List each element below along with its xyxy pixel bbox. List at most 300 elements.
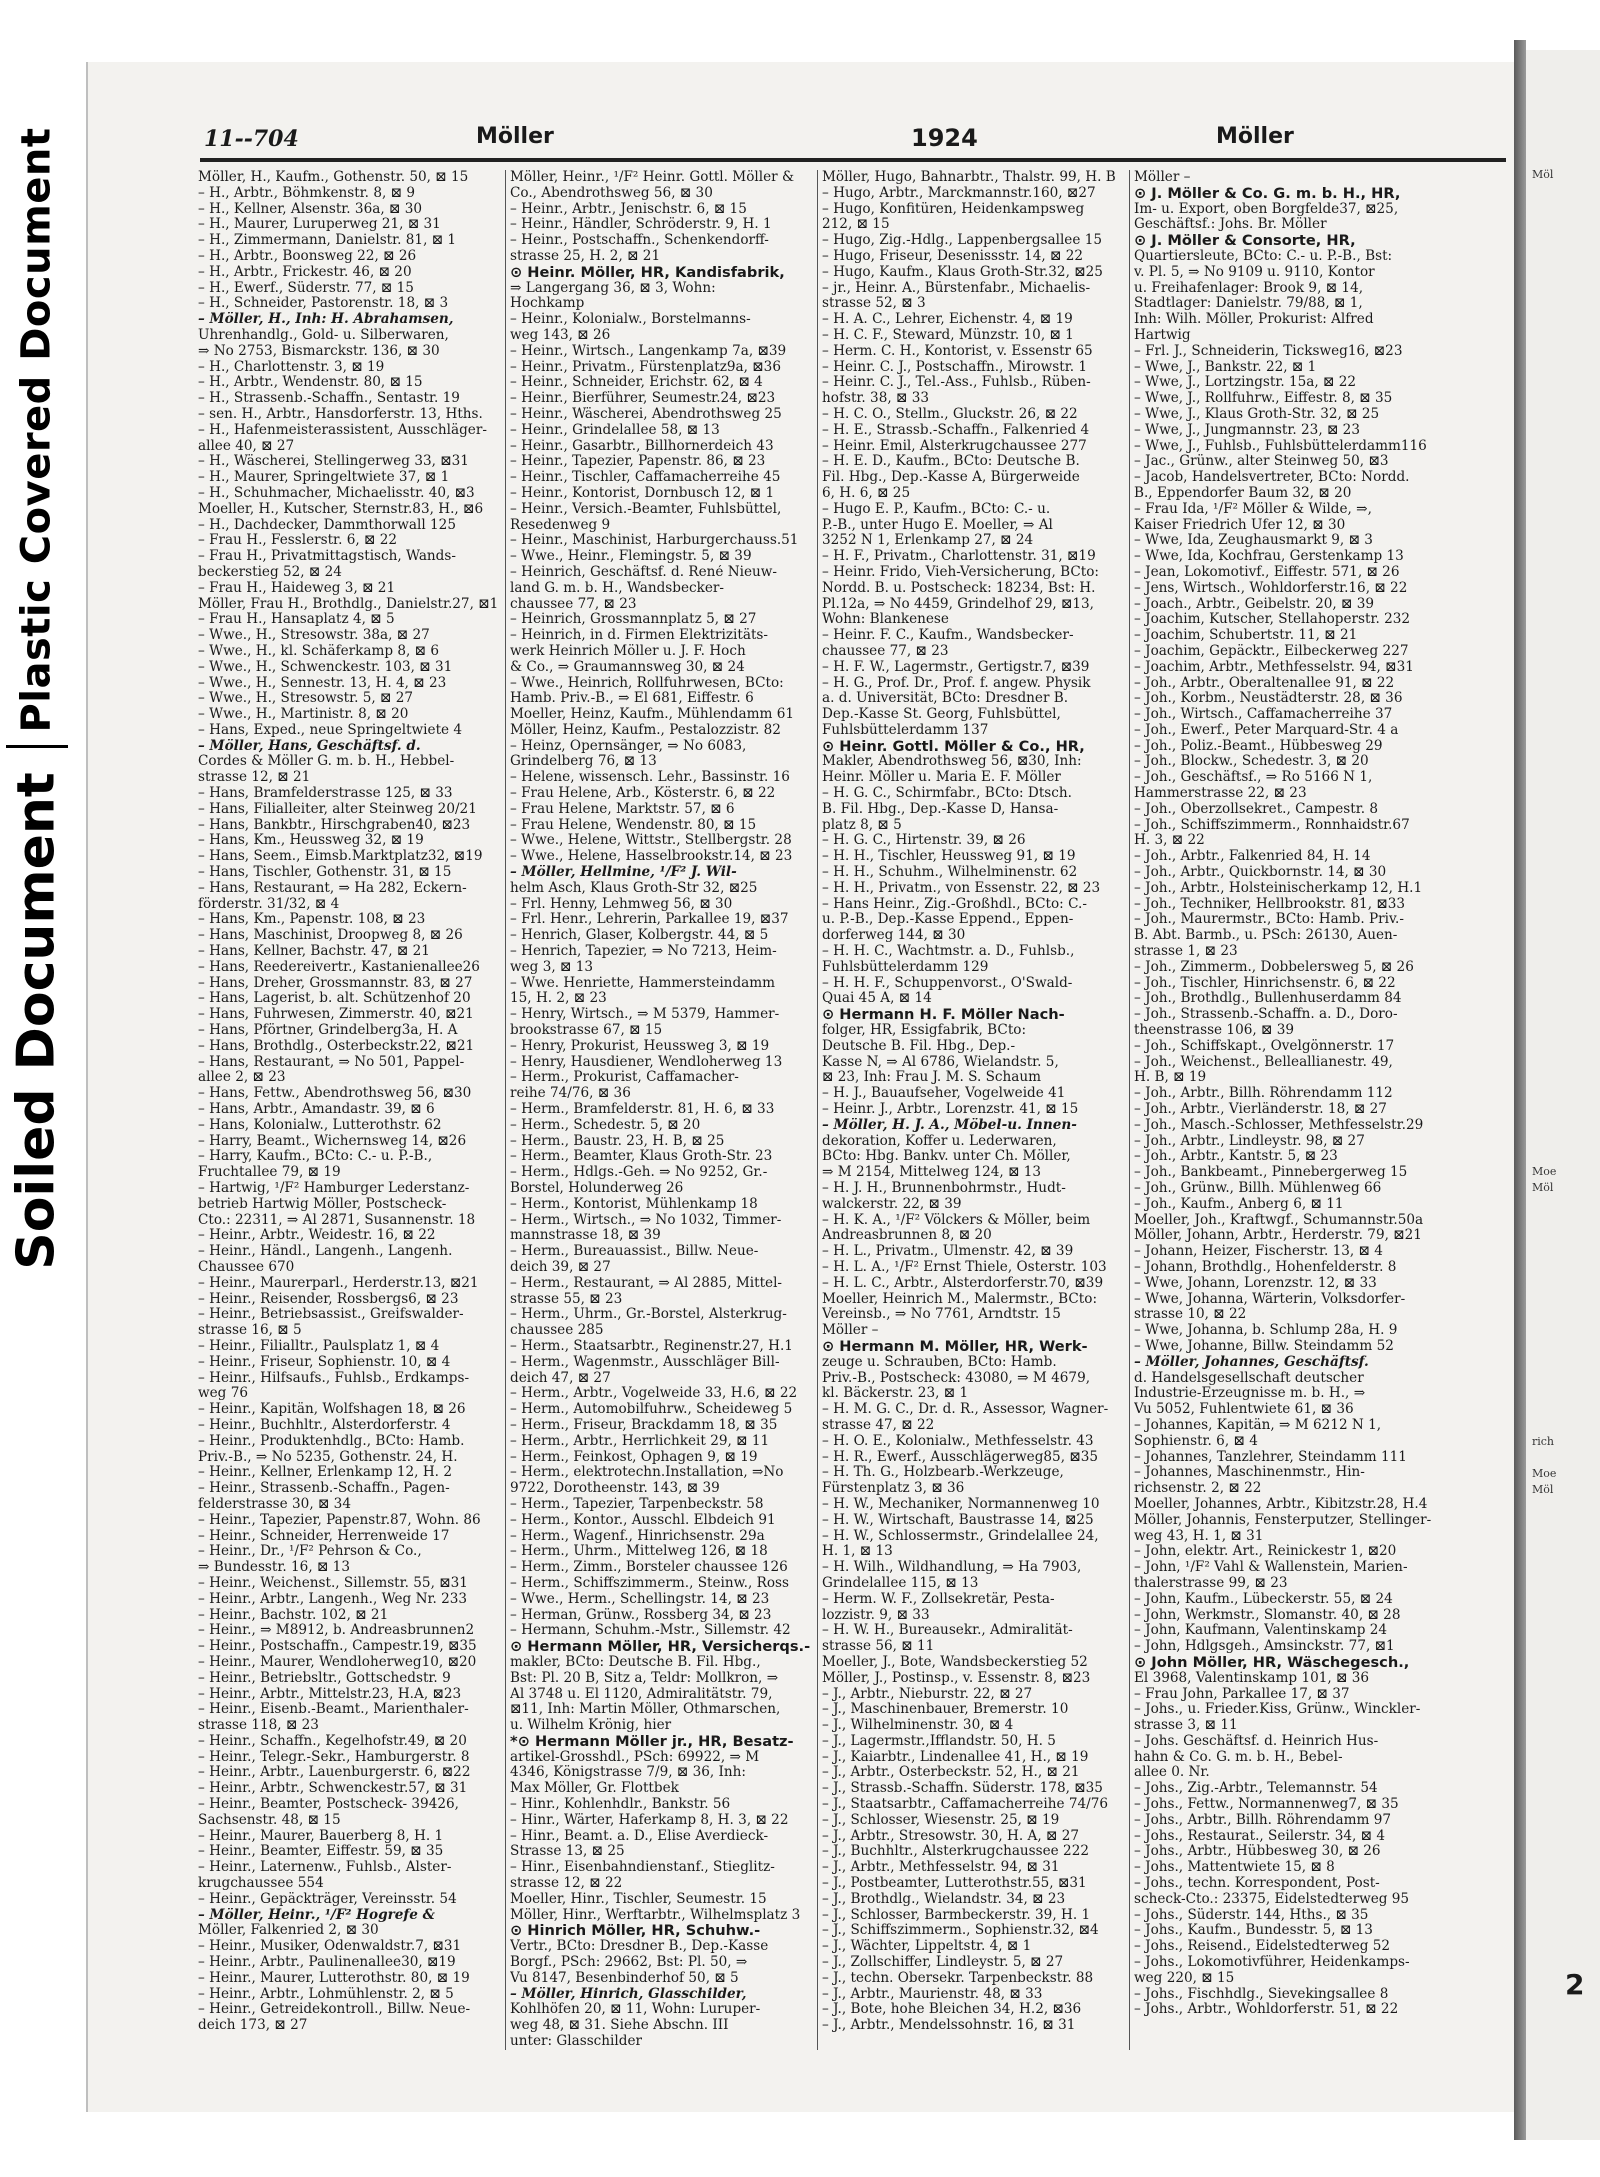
directory-entry-line: – Herm., Baustr. 23, H. B, ⊠ 25 xyxy=(510,1133,725,1149)
directory-entry-line: – Heinr., Strassenb.-Schaffn., Pagen- xyxy=(198,1481,450,1497)
page-header xyxy=(116,120,1506,158)
directory-entry-line: – Herman, Grünw., Rossberg 34, ⊠ 23 xyxy=(510,1607,772,1623)
directory-entry-line: weg 3, ⊠ 13 xyxy=(510,959,594,975)
directory-entry-line: Industrie-Erzeugnisse m. b. H., ⇒ xyxy=(1134,1386,1366,1402)
directory-entry-line: – Joh., Grünw., Billh. Mühlenweg 66 xyxy=(1134,1181,1382,1196)
directory-entry-line: 4346, Königstrasse 7/9, ⊠ 36, Inh: xyxy=(510,1765,747,1781)
directory-entry-line: – Wwe., H., Martinistr. 8, ⊠ 20 xyxy=(198,707,409,723)
directory-entry-line: – H. W., Mechaniker, Normannenweg 10 xyxy=(822,1496,1100,1512)
directory-entry-line: Moeller, H., Kutscher, Sternstr.83, H., ⊠6 xyxy=(198,501,484,517)
directory-entry-line: 6, H. 6, ⊠ 25 xyxy=(822,485,911,501)
directory-entry-line: strasse 118, ⊠ 23 xyxy=(198,1718,319,1734)
directory-entry-line: – Hans, Fettw., Abendrothsweg 56, ⊠30 xyxy=(198,1086,472,1102)
directory-entry-line: – Frau H., Haideweg 3, ⊠ 21 xyxy=(198,580,396,596)
directory-column-3 xyxy=(822,170,1122,2050)
directory-entry-line: Quartiersleute, BCto: C.- u. P.-B., Bst: xyxy=(1134,248,1393,264)
directory-entry-line: Borgf., PSch: 29662, Bst: Pl. 50, ⇒ xyxy=(510,1955,748,1971)
header-rule xyxy=(200,158,1506,162)
directory-entry-line: – Hans, Lagerist, b. alt. Schützenhof 20 xyxy=(198,991,471,1007)
directory-entry-line: u. Wilhelm Krönig, hier xyxy=(510,1718,672,1734)
directory-entry-line: – Hans Heinr., Zig.-Großhdl., BCto: C.- xyxy=(822,896,1087,912)
directory-entry-line: – Frau Helene, Arb., Kösterstr. 6, ⊠ 22 xyxy=(510,786,776,802)
directory-entry-line: – H. E. D., Kaufm., BCto: Deutsche B. xyxy=(822,454,1080,470)
directory-entry-line: ⊙ Hinrich Möller, HR, Schuhw.- xyxy=(510,1923,761,1940)
directory-entry-line: Grindelallee 115, ⊠ 13 xyxy=(822,1575,979,1591)
directory-entry-line: – Frl. Henny, Lehmweg 56, ⊠ 30 xyxy=(510,896,733,912)
directory-entry-line: – J., Arbtr., Maurienstr. 48, ⊠ 33 xyxy=(822,1986,1043,2002)
directory-entry-line: – J., Wilhelminenstr. 30, ⊠ 4 xyxy=(822,1718,1014,1734)
directory-entry-line: Quai 45 A, ⊠ 14 xyxy=(822,991,932,1007)
directory-entry-line: – Heinr., Arbtr., Paulinenallee30, ⊠19 xyxy=(198,1955,456,1971)
directory-entry-line: – H. C. O., Stellm., Gluckstr. 26, ⊠ 22 xyxy=(822,406,1078,422)
directory-entry-line: – J., Arbtr., Nieburstr. 22, ⊠ 27 xyxy=(822,1686,1033,1702)
directory-entry-line: – Herm., Arbtr., Herrlichkeit 29, ⊠ 11 xyxy=(510,1433,770,1449)
directory-entry-line: kl. Bäckerstr. 23, ⊠ 1 xyxy=(822,1386,969,1402)
directory-entry-line: Bst: Pl. 20 B, Sitz a, Teldr: Mollkron, ⇒ xyxy=(510,1670,779,1686)
directory-entry-line: – Joh., Schiffskapt., Övelgönnerstr. 17 xyxy=(1134,1038,1395,1054)
plastic-covered-label xyxy=(6,127,68,733)
directory-entry-line: – H. F. W., Lagermstr., Gertigstr.7, ⊠39 xyxy=(822,659,1090,675)
directory-entry-line: chaussee 77, ⊠ 23 xyxy=(822,643,949,659)
directory-entry-line: strasse 16, ⊠ 5 xyxy=(198,1323,302,1339)
directory-entry-line: – Herm., Restaurant, ⇒ Al 2885, Mittel- xyxy=(510,1275,783,1291)
directory-entry-line: – Hans, Maschinist, Droopweg 8, ⊠ 26 xyxy=(198,928,463,944)
directory-entry-line: – Wwe, J., Rollfuhrw., Eiffestr. 8, ⊠ 35 xyxy=(1134,391,1393,407)
directory-entry-line: – Herm., Staatsarbtr., Reginenstr.27, H.1 xyxy=(510,1338,793,1354)
directory-entry-line: – Joh., Blockw., Schedestr. 3, ⊠ 20 xyxy=(1134,754,1369,770)
directory-entry-line: – Heinr., Reisender, Rossbergs6, ⊠ 23 xyxy=(198,1291,459,1307)
directory-entry-line: Moeller, Heinz, Kaufm., Mühlendamm 61 xyxy=(510,707,795,723)
page-gutter-shadow xyxy=(1514,40,1526,2140)
directory-entry-line: a. d. Universität, BCto: Dresdner B. xyxy=(822,691,1069,707)
directory-entry-line: – H. H., Schuhm., Wilhelminenstr. 62 xyxy=(822,865,1078,881)
column-divider xyxy=(817,170,818,2050)
directory-entry-line: allee 40, ⊠ 27 xyxy=(198,438,295,454)
directory-entry-line: – Joh., Arbtr., Falkenried 84, H. 14 xyxy=(1134,849,1371,865)
directory-entry-line: Möller – xyxy=(822,1323,879,1339)
directory-entry-line: – H. A. C., Lehrer, Eichenstr. 4, ⊠ 19 xyxy=(822,312,1073,328)
directory-entry-line: – Heinr., Buchhltr., Alsterdorferstr. 4 xyxy=(198,1417,451,1433)
directory-entry-line: – J., Kaiarbtr., Lindenallee 41, H., ⊠ 19 xyxy=(822,1749,1089,1765)
directory-entry-line: deich 39, ⊠ 27 xyxy=(510,1259,611,1275)
directory-entry-line: Möller, Falkenried 2, ⊠ 30 xyxy=(198,1923,379,1939)
directory-entry-line: – H., Wäscherei, Stellingerweg 33, ⊠31 xyxy=(198,454,469,470)
directory-entry-line: – Wwe., Herm., Schellingstr. 14, ⊠ 23 xyxy=(510,1591,770,1607)
directory-entry-line: ⊠ 23, Inh: Frau J. M. S. Schaum xyxy=(822,1070,1042,1086)
directory-entry-line: – Hans, Arbtr., Amandastr. 39, ⊠ 6 xyxy=(198,1102,435,1118)
directory-entry-line: H. B, ⊠ 19 xyxy=(1134,1070,1207,1086)
directory-entry-line: – Heinr., Filialltr., Paulsplatz 1, ⊠ 4 xyxy=(198,1338,440,1354)
directory-entry-line: – Heinr., Bierführer, Seumestr.24, ⊠23 xyxy=(510,391,776,407)
directory-entry-line: – Joach., Arbtr., Geibelstr. 20, ⊠ 39 xyxy=(1134,596,1375,612)
directory-entry-line: – Heinr., Privatm., Fürstenplatz9a, ⊠36 xyxy=(510,359,781,375)
directory-entry-line: – H. L., Privatm., Ulmenstr. 42, ⊠ 39 xyxy=(822,1244,1074,1260)
next-page-fragment: rich xyxy=(1532,1435,1555,1448)
directory-entry-line: – Johs., Arbtr., Billh. Röhrendamm 97 xyxy=(1134,1812,1391,1828)
directory-entry-line: strasse 56, ⊠ 11 xyxy=(822,1639,935,1655)
directory-entry-line: dekoration, Koffer u. Lederwaren, xyxy=(822,1133,1057,1149)
directory-entry-line: – Heinr., Postschaffn., Campestr.19, ⊠35 xyxy=(198,1639,477,1655)
directory-entry-line: – Jean, Lokomotivf., Eiffestr. 571, ⊠ 26 xyxy=(1134,564,1400,580)
directory-entry-line: – Hugo, Arbtr., Marckmannstr.160, ⊠27 xyxy=(822,185,1096,201)
directory-entry-line: – Heinr., ⇒ M8912, b. Andreasbrunnen2 xyxy=(198,1623,475,1639)
directory-entry-line: El 3968, Valentinskamp 101, ⊠ 36 xyxy=(1134,1670,1370,1686)
directory-entry-line: – Herm., Wirtsch., ⇒ No 1032, Timmer- xyxy=(510,1212,782,1228)
directory-entry-line: – H., Dachdecker, Dammthorwall 125 xyxy=(198,517,456,533)
directory-entry-line: – J., Strassb.-Schaffn. Süderstr. 178, ⊠35 xyxy=(822,1781,1103,1797)
directory-entry-line: – H. E., Strassb.-Schaffn., Falkenried 4 xyxy=(822,422,1090,438)
directory-entry-line: Moeller, Joh., Kraftwgf., Schumannstr.50a xyxy=(1134,1212,1424,1228)
directory-entry-line: – Joh., Arbtr., Lindleystr. 98, ⊠ 27 xyxy=(1134,1133,1365,1149)
directory-entry-line: weg 48, ⊠ 31. Siehe Abschn. III xyxy=(510,2018,729,2034)
directory-entry-line: – Herm., Kontorist, Mühlenkamp 18 xyxy=(510,1196,758,1212)
directory-entry-line: B., Eppendorfer Baum 32, ⊠ 20 xyxy=(1134,485,1352,501)
directory-entry-line: – H. H., Tischler, Heussweg 91, ⊠ 19 xyxy=(822,849,1076,865)
directory-entry-line: ⊙ John Möller, HR, Wäschegesch., xyxy=(1134,1654,1410,1671)
directory-entry-line: – Frau Helene, Wendenstr. 80, ⊠ 15 xyxy=(510,817,757,833)
directory-entry-line: strasse 47, ⊠ 22 xyxy=(822,1417,935,1433)
directory-entry-line: Al 3748 u. El 1120, Admiralitätstr. 79, xyxy=(510,1686,773,1702)
directory-entry-line: Möller, J., Postinsp., v. Essenstr. 8, ⊠23 xyxy=(822,1670,1091,1686)
directory-entry-line: – Heinr., Schneider, Herrenweide 17 xyxy=(198,1528,450,1544)
directory-entry-line: – Johs., Fettw., Normannenweg7, ⊠ 35 xyxy=(1134,1797,1399,1813)
directory-entry-line: – Herm., Feinkost, Ophagen 9, ⊠ 19 xyxy=(510,1449,758,1465)
directory-entry-line: – H., Arbtr., Wendenstr. 80, ⊠ 15 xyxy=(198,375,423,391)
directory-entry-line: – Harry, Beamt., Wichernsweg 14, ⊠26 xyxy=(198,1133,467,1149)
directory-entry-line: – Joh., Bankbeamt., Pinnebergerweg 15 xyxy=(1134,1165,1408,1181)
directory-entry-line: Priv.-B., ⇒ No 5235, Gothenstr. 24, H. xyxy=(198,1449,458,1465)
directory-entry-line: – Heinr., Händl., Langenh., Langenh. xyxy=(198,1244,453,1260)
directory-entry-line: – Joh., Wirtsch., Caffamacherreihe 37 xyxy=(1134,707,1393,723)
directory-entry-line: reihe 74/76, ⊠ 36 xyxy=(510,1086,631,1102)
directory-entry-line: – Herm. W. F., Zollsekretär, Pesta- xyxy=(822,1591,1055,1607)
directory-entry-line: – J., Lagermstr.,Ifflandstr. 50, H. 5 xyxy=(822,1733,1056,1749)
directory-entry-line: Fruchtallee 79, ⊠ 19 xyxy=(198,1165,341,1181)
directory-entry-line: – Henrich, Tapezier, ⇒ No 7213, Heim- xyxy=(510,944,777,960)
directory-entry-line: H. 1, ⊠ 13 xyxy=(822,1544,893,1560)
directory-entry-line: Kohlhöfen 20, ⊠ 11, Wohn: Luruper- xyxy=(510,2002,761,2018)
directory-entry-line: – Hugo, Kaufm., Klaus Groth-Str.32, ⊠25 xyxy=(822,264,1103,280)
directory-entry-line: – Hartwig, ¹/F² Hamburger Lederstanz- xyxy=(198,1181,470,1196)
directory-entry-line: – Heinr., Maschinist, Harburgerchauss.51 xyxy=(510,533,799,549)
directory-entry-line: – Johann, Brothdlg., Hohenfelderstr. 8 xyxy=(1134,1259,1397,1275)
next-page-fragment: Möl xyxy=(1532,1483,1554,1496)
directory-entry-line: – H., Charlottenstr. 3, ⊠ 19 xyxy=(198,359,385,375)
column-divider xyxy=(1129,170,1130,2050)
directory-entry-line: Heinr. Möller u. Maria E. F. Möller xyxy=(822,770,1061,786)
directory-entry-line: – Heinr., Kapitän, Wolfshagen 18, ⊠ 26 xyxy=(198,1402,466,1418)
directory-entry-line: – Möller, H. J. A., Möbel-u. Innen- xyxy=(822,1117,1077,1133)
directory-entry-line: weg 143, ⊠ 26 xyxy=(510,327,611,343)
directory-entry-line: – H., Maurer, Springeltwiete 37, ⊠ 1 xyxy=(198,470,450,486)
directory-entry-line: – Möller, Hellmine, ¹/F² J. Wil- xyxy=(510,865,737,881)
directory-entry-line: – H. L. A., ¹/F² Ernst Thiele, Osterstr. 103 xyxy=(822,1259,1107,1275)
directory-entry-line: – Wwe., H., Stresowstr. 5, ⊠ 27 xyxy=(198,691,414,707)
directory-entry-line: felderstrasse 30, ⊠ 34 xyxy=(198,1496,351,1512)
directory-entry-line: – Herm., Friseur, Brackdamm 18, ⊠ 35 xyxy=(510,1417,778,1433)
directory-entry-line: – Heinr., Arbtr., Jenischstr. 6, ⊠ 15 xyxy=(510,201,747,217)
next-page-fragment: Möl xyxy=(1532,168,1554,181)
directory-entry-line: – Hinr., Kohlenhdlr., Bankstr. 56 xyxy=(510,1797,731,1813)
directory-entry-line: Hartwig xyxy=(1134,327,1191,343)
directory-entry-line: – Harry, Kaufm., BCto: C.- u. P.-B., xyxy=(198,1149,433,1165)
directory-entry-line: – Heinr., Dr., ¹/F² Pehrson & Co., xyxy=(198,1544,422,1560)
directory-entry-line: – Wwe., H., Schwenckestr. 103, ⊠ 31 xyxy=(198,659,453,675)
directory-entry-line: – Heinr., Schaffn., Kegelhofstr.49, ⊠ 20 xyxy=(198,1733,467,1749)
directory-entry-line: – Herm., Zimm., Borsteler chaussee 126 xyxy=(510,1560,788,1576)
directory-entry-line: – Joh., Ewerf., Peter Marquard-Str. 4 a xyxy=(1134,722,1399,738)
directory-entry-line: – Heinr., Getreidekontroll., Billw. Neue- xyxy=(198,2002,471,2018)
directory-entry-line: Möller – xyxy=(1134,170,1191,185)
directory-entry-line: zeuge u. Schrauben, BCto: Hamb. xyxy=(822,1354,1057,1370)
directory-entry-line: – Heinr., Grindelallee 58, ⊠ 13 xyxy=(510,422,720,438)
directory-entry-line: Möller, H., Kaufm., Gothenstr. 50, ⊠ 15 xyxy=(198,170,469,185)
directory-entry-line: – Jac., Grünw., alter Steinweg 50, ⊠3 xyxy=(1134,454,1389,470)
soiled-document-label xyxy=(6,745,68,1293)
directory-entry-line: Hammerstrasse 22, ⊠ 23 xyxy=(1134,786,1307,802)
directory-entry-line: – Heinr., Weichenst., Sillemstr. 55, ⊠31 xyxy=(198,1575,468,1591)
directory-entry-line: allee 0. Nr. xyxy=(1134,1765,1210,1781)
directory-entry-line: – Johs., techn. Korrespondent, Post- xyxy=(1134,1876,1380,1892)
directory-entry-line: Geschäftsf.: Johs. Br. Möller xyxy=(1134,217,1327,233)
directory-entry-line: – H. G. C., Schirmfabr., BCto: Dtsch. xyxy=(822,786,1072,802)
directory-entry-line: – Hugo E. P., Kaufm., BCto: C.- u. xyxy=(822,501,1051,517)
directory-entry-line: lozzistr. 9, ⊠ 33 xyxy=(822,1607,930,1623)
directory-entry-line: – Johs., Mattentwiete 15, ⊠ 8 xyxy=(1134,1860,1335,1876)
directory-entry-line: – J., Buchhltr., Alsterkrugchaussee 222 xyxy=(822,1844,1089,1860)
directory-entry-line: strasse 52, ⊠ 3 xyxy=(822,296,926,312)
directory-entry-line: allee 2, ⊠ 23 xyxy=(198,1070,286,1086)
directory-entry-line: – Herm., Tapezier, Tarpenbeckstr. 58 xyxy=(510,1496,764,1512)
directory-entry-line: – H. W. H., Bureausekr., Admiralität- xyxy=(822,1623,1073,1639)
directory-entry-line: – Frau H., Fesslerstr. 6, ⊠ 22 xyxy=(198,533,398,549)
directory-entry-line: – Herm., Wagenmstr., Ausschläger Bill- xyxy=(510,1354,780,1370)
directory-entry-line: – J., Arbtr., Methfesselstr. 94, ⊠ 31 xyxy=(822,1860,1060,1876)
directory-entry-line: ⊙ J. Möller & Co. G. m. b. H., HR, xyxy=(1134,185,1401,202)
directory-entry-line: Co., Abendrothsweg 56, ⊠ 30 xyxy=(510,185,713,201)
directory-entry-line: P.-B., unter Hugo E. Moeller, ⇒ Al xyxy=(822,517,1053,533)
directory-entry-line: – Heinr., Maurer, Wendloherweg10, ⊠20 xyxy=(198,1654,477,1670)
directory-entry-line: – Hans, Bramfelderstrasse 125, ⊠ 33 xyxy=(198,786,453,802)
next-page-edge xyxy=(1526,50,1600,2140)
directory-entry-line: – Herm., Schedestr. 5, ⊠ 20 xyxy=(510,1117,701,1133)
directory-entry-line: Sachsenstr. 48, ⊠ 15 xyxy=(198,1812,341,1828)
directory-entry-line: – J., Brothdlg., Wielandstr. 34, ⊠ 23 xyxy=(822,1891,1066,1907)
directory-entry-line: – Heinr., Maurer, Bauerberg 8, H. 1 xyxy=(198,1828,444,1844)
directory-entry-line: – H., Schuhmacher, Michaelisstr. 40, ⊠3 xyxy=(198,485,475,501)
directory-entry-line: – Möller, Hans, Geschäftsf. d. xyxy=(198,738,421,754)
directory-entry-line: – Heinr., Arbtr., Weidestr. 16, ⊠ 22 xyxy=(198,1228,436,1244)
directory-entry-line: hofstr. 38, ⊠ 33 xyxy=(822,391,930,407)
directory-entry-line: – Johs., Zig.-Arbtr., Telemannstr. 54 xyxy=(1134,1781,1378,1797)
directory-entry-line: – Möller, H., Inh: H. Abrahamsen, xyxy=(198,312,454,328)
directory-entry-line: – Heinr., Gepäckträger, Vereinsstr. 54 xyxy=(198,1891,457,1907)
header-year: 1924 xyxy=(911,124,978,152)
directory-entry-line: – Heinr., Tapezier, Papenstr.87, Wohn. 86 xyxy=(198,1512,481,1528)
directory-entry-line: – Wwe., H., kl. Schäferkamp 8, ⊠ 6 xyxy=(198,643,440,659)
directory-entry-line: Resedenweg 9 xyxy=(510,517,611,533)
directory-entry-line: – H., Zimmermann, Danielstr. 81, ⊠ 1 xyxy=(198,233,457,249)
scanner-side-strip xyxy=(0,0,78,2177)
directory-entry-line: ⇒ No 2753, Bismarckstr. 136, ⊠ 30 xyxy=(198,343,440,359)
directory-entry-line: – Wwe, J., Jungmannstr. 23, ⊠ 23 xyxy=(1134,422,1360,438)
directory-entry-line: förderstr. 31/32, ⊠ 4 xyxy=(198,896,340,912)
directory-entry-line: – Hinr., Beamt. a. D., Elise Averdieck- xyxy=(510,1828,769,1844)
directory-entry-line: – H. W., Schlossermstr., Grindelallee 24, xyxy=(822,1528,1099,1544)
directory-entry-line: – Johannes, Maschinenmstr., Hin- xyxy=(1134,1465,1365,1481)
directory-entry-line: – H. H. C., Wachtmstr. a. D., Fuhlsb., xyxy=(822,944,1075,960)
directory-column-4 xyxy=(1134,170,1446,2050)
directory-column-2 xyxy=(510,170,810,2050)
directory-entry-line: strasse 25, H. 2, ⊠ 21 xyxy=(510,248,661,264)
directory-entry-line: deich 173, ⊠ 27 xyxy=(198,2018,308,2034)
directory-entry-line: – H. M. G. C., Dr. d. R., Assessor, Wagner- xyxy=(822,1402,1109,1418)
directory-entry-line: Hochkamp xyxy=(510,296,585,312)
directory-entry-line: – Herm., Schiffszimmerm., Steinw., Ross xyxy=(510,1575,789,1591)
directory-entry-line: – Joachim, Kutscher, Stellahoperstr. 232 xyxy=(1134,612,1411,628)
directory-entry-line: – Joh., Korbm., Neustädterstr. 28, ⊠ 36 xyxy=(1134,691,1403,707)
directory-entry-line: – Hans, Filialleiter, alter Steinweg 20/21 xyxy=(198,801,477,817)
directory-entry-line: – Herm., Uhrm., Mittelweg 126, ⊠ 18 xyxy=(510,1544,768,1560)
directory-entry-line: – Heinr., Eisenb.-Beamt., Marienthaler- xyxy=(198,1702,469,1718)
directory-entry-line: thalerstrasse 99, ⊠ 23 xyxy=(1134,1575,1288,1591)
directory-entry-line: – John, Werkmstr., Slomanstr. 40, ⊠ 28 xyxy=(1134,1607,1401,1623)
directory-entry-line: Pl.12a, ⇒ No 4459, Grindelhof 29, ⊠13, xyxy=(822,596,1095,612)
directory-entry-line: – H., Strassenb.-Schaffn., Sentastr. 19 xyxy=(198,391,460,407)
directory-entry-line: – Hermann, Schuhm.-Mstr., Sillemstr. 42 xyxy=(510,1623,791,1639)
directory-entry-line: Grindelberg 76, ⊠ 13 xyxy=(510,754,657,770)
directory-entry-line: – Hans, Exped., neue Springeltwiete 4 xyxy=(198,722,463,738)
directory-entry-line: – Wwe, Johanna, b. Schlump 28a, H. 9 xyxy=(1134,1323,1398,1339)
directory-entry-line: – Heinr., Laternenw., Fuhlsb., Alster- xyxy=(198,1860,452,1876)
directory-entry-line: – Johs., Fischhdlg., Sievekingsallee 8 xyxy=(1134,1986,1389,2002)
directory-entry-line: – Wwe., Helene, Wittstr., Stellbergstr. 28 xyxy=(510,833,792,849)
directory-entry-line: ⇒ Langergang 36, ⊠ 3, Wohn: xyxy=(510,280,716,296)
directory-entry-line: Im- u. Export, oben Borgfelde37, ⊠25, xyxy=(1134,201,1399,217)
directory-entry-line: – Herm., Wagenf., Hinrichsenstr. 29a xyxy=(510,1528,765,1544)
directory-entry-line: – Joh., Arbtr., Vierländerstr. 18, ⊠ 27 xyxy=(1134,1102,1387,1118)
plastic-covered-text: Plastic Covered Document xyxy=(14,127,60,733)
directory-entry-line: – Hans, Restaurant, ⇒ Ha 282, Eckern- xyxy=(198,880,467,896)
directory-entry-line: platz 8, ⊠ 5 xyxy=(822,817,902,833)
directory-entry-line: – Heinr., Kontorist, Dornbusch 12, ⊠ 1 xyxy=(510,485,775,501)
directory-entry-line: – Joachim, Arbtr., Methfesselstr. 94, ⊠31 xyxy=(1134,659,1414,675)
directory-entry-line: – H., Arbtr., Frickestr. 46, ⊠ 20 xyxy=(198,264,412,280)
directory-entry-line: – J., Schiffszimmerm., Sophienstr.32, ⊠4 xyxy=(822,1923,1099,1939)
directory-entry-line: – Heinr., Wirtsch., Langenkamp 7a, ⊠39 xyxy=(510,343,787,359)
directory-entry-line: – Heinr., Musiker, Odenwaldstr.7, ⊠31 xyxy=(198,1939,462,1955)
directory-entry-line: – Wwe., Helene, Hasselbrookstr.14, ⊠ 23 xyxy=(510,849,793,865)
directory-entry-line: – J., Arbtr., Mendelssohnstr. 16, ⊠ 31 xyxy=(822,2018,1076,2034)
directory-entry-line: – Joh., Techniker, Hellbrookstr. 81, ⊠33 xyxy=(1134,896,1406,912)
directory-entry-line: ⊙ J. Möller & Consorte, HR, xyxy=(1134,233,1356,249)
directory-entry-line: – John, Kaufm., Lübeckerstr. 55, ⊠ 24 xyxy=(1134,1591,1393,1607)
directory-entry-line: – Joh., Arbtr., Quickbornstr. 14, ⊠ 30 xyxy=(1134,865,1387,881)
directory-entry-line: – Möller, Johannes, Geschäftsf. xyxy=(1134,1354,1369,1370)
directory-entry-line: – Herm., Uhrm., Gr.-Borstel, Alsterkrug- xyxy=(510,1307,787,1323)
directory-entry-line: – J., Schlosser, Wiesenstr. 25, ⊠ 19 xyxy=(822,1812,1060,1828)
directory-entry-line: Andreasbrunnen 8, ⊠ 20 xyxy=(822,1228,992,1244)
directory-entry-line: Uhrenhandlg., Gold- u. Silberwaren, xyxy=(198,327,449,343)
directory-entry-line: Deutsche B. Fil. Hbg., Dep.- xyxy=(822,1038,1016,1054)
directory-entry-line: Cordes & Möller G. m. b. H., Hebbel- xyxy=(198,754,455,770)
directory-entry-line: – Frau John, Parkallee 17, ⊠ 37 xyxy=(1134,1686,1350,1702)
directory-entry-line: helm Asch, Klaus Groth-Str 32, ⊠25 xyxy=(510,880,758,896)
directory-entry-line: – Heinr., Kolonialw., Borstelmanns- xyxy=(510,312,751,328)
directory-entry-line: dorferweg 144, ⊠ 30 xyxy=(822,928,966,944)
directory-entry-line: – sen. H., Arbtr., Hansdorferstr. 13, Hths. xyxy=(198,406,483,422)
directory-entry-line: – Joh., Schiffszimmerm., Ronnhaidstr.67 xyxy=(1134,817,1410,833)
directory-entry-line: – H. G. C., Hirtenstr. 39, ⊠ 26 xyxy=(822,833,1026,849)
directory-entry-line: – Möller, Hinrich, Glasschilder, xyxy=(510,1986,747,2002)
directory-entry-line: – Heinr., Friseur, Sophienstr. 10, ⊠ 4 xyxy=(198,1354,451,1370)
directory-entry-line: – H., Hafenmeisterassistent, Ausschläger- xyxy=(198,422,487,438)
directory-entry-line: Möller, Hinr., Werftarbtr., Wilhelmsplatz 3 xyxy=(510,1907,801,1923)
directory-entry-line: makler, BCto: Deutsche B. Fil. Hbg., xyxy=(510,1654,761,1670)
directory-entry-line: – Frau Ida, ¹/F² Möller & Wilde, ⇒, xyxy=(1134,501,1372,517)
directory-entry-line: – Frl. J., Schneiderin, Ticksweg16, ⊠23 xyxy=(1134,343,1403,359)
directory-entry-line: – H. C. F., Steward, Münzstr. 10, ⊠ 1 xyxy=(822,327,1074,343)
directory-entry-line: – Heinr., Maurer, Lutterothstr. 80, ⊠ 19 xyxy=(198,1970,470,1986)
directory-entry-line: – Hans, Dreher, Grossmannstr. 83, ⊠ 27 xyxy=(198,975,473,991)
directory-entry-line: artikel-Grosshdl., PSch: 69922, ⇒ M xyxy=(510,1749,760,1765)
directory-entry-line: – Johs., Arbtr., Wohldorferstr. 51, ⊠ 22 xyxy=(1134,2002,1399,2018)
directory-entry-line: – Henrich, Glaser, Kolbergstr. 44, ⊠ 5 xyxy=(510,928,769,944)
directory-entry-line: – Heinr., Versich.-Beamter, Fuhlsbüttel, xyxy=(510,501,782,517)
directory-entry-line: u. Freihafenlager: Brook 9, ⊠ 14, xyxy=(1134,280,1364,296)
directory-entry-line: – Johs. Geschäftsf. d. Heinrich Hus- xyxy=(1134,1733,1379,1749)
directory-entry-line: – Johs., Kaufm., Bundesstr. 5, ⊠ 13 xyxy=(1134,1923,1373,1939)
directory-entry-line: – J., Maschinenbauer, Bremerstr. 10 xyxy=(822,1702,1069,1718)
directory-entry-line: – Herm., Beamter, Klaus Groth-Str. 23 xyxy=(510,1149,773,1165)
directory-entry-line: betrieb Hartwig Möller, Postscheck- xyxy=(198,1196,447,1212)
directory-entry-line: – Hans, Restaurant, ⇒ No 501, Pappel- xyxy=(198,1054,465,1070)
directory-entry-line: – Herm., Bureauassist., Billw. Neue- xyxy=(510,1244,759,1260)
directory-entry-line: – Johannes, Kapitän, ⇒ M 6212 N 1, xyxy=(1134,1417,1382,1433)
directory-entry-line: – Wwe, J., Fuhlsb., Fuhlsbüttelerdamm116 xyxy=(1134,438,1427,454)
directory-entry-line: – Herm., Kontor., Ausschl. Elbdeich 91 xyxy=(510,1512,776,1528)
directory-entry-line: – Heinr. Frido, Vieh-Versicherung, BCto: xyxy=(822,564,1099,580)
directory-entry-line: & Co., ⇒ Graumannsweg 30, ⊠ 24 xyxy=(510,659,745,675)
directory-entry-line: – jr., Heinr. A., Bürstenfabr., Michaelis- xyxy=(822,280,1091,296)
directory-entry-line: – Hans, Reedereivertr., Kastanienallee26 xyxy=(198,959,480,975)
directory-entry-line: – Heinr., Händler, Schröderstr. 9, H. 1 xyxy=(510,217,772,233)
directory-entry-line: Borstel, Holunderweg 26 xyxy=(510,1181,684,1196)
directory-entry-line: deich 47, ⊠ 27 xyxy=(510,1370,611,1386)
directory-entry-line: weg 43, H. 1, ⊠ 31 xyxy=(1134,1528,1264,1544)
header-right-name: Möller xyxy=(1216,124,1294,149)
next-page-fragment: Moe xyxy=(1532,1467,1557,1480)
directory-entry-line: Fuhlsbüttelerdamm 129 xyxy=(822,959,989,975)
directory-entry-line: Moeller, J., Bote, Wandsbeckerstieg 52 xyxy=(822,1654,1088,1670)
directory-entry-line: Möller, Frau H., Brothdlg., Danielstr.27, ⊠1 xyxy=(198,596,498,612)
directory-entry-line: Stadtlager: Danielstr. 79/88, ⊠ 1, xyxy=(1134,296,1363,312)
directory-entry-line: – Joh., Kaufm., Anberg 6, ⊠ 11 xyxy=(1134,1196,1344,1212)
directory-entry-line: – Hans, Kellner, Bachstr. 47, ⊠ 21 xyxy=(198,944,430,960)
directory-entry-line: d. Handelsgesellschaft deutscher xyxy=(1134,1370,1364,1386)
directory-entry-line: Wohn: Blankenese xyxy=(822,612,949,628)
directory-entry-line: – Wwe, J., Lortzingstr. 15a, ⊠ 22 xyxy=(1134,375,1357,391)
next-page-fragment: Möl xyxy=(1532,1181,1554,1194)
directory-entry-line: – Heinrich, in d. Firmen Elektrizitäts- xyxy=(510,628,769,644)
next-page-fragment: Moe xyxy=(1532,1165,1557,1178)
directory-entry-line: strasse 10, ⊠ 22 xyxy=(1134,1307,1247,1323)
directory-entry-line: – John, Hdlgsgeh., Amsinckstr. 77, ⊠1 xyxy=(1134,1639,1395,1655)
directory-entry-line: – Heinr., Produktenhdlg., BCto: Hamb. xyxy=(198,1433,465,1449)
directory-entry-line: – Heinr., Telegr.-Sekr., Hamburgerstr. 8 xyxy=(198,1749,470,1765)
directory-entry-line: weg 76 xyxy=(198,1386,249,1402)
directory-entry-line: – Joh., Arbtr., Billh. Röhrendamm 112 xyxy=(1134,1086,1393,1102)
